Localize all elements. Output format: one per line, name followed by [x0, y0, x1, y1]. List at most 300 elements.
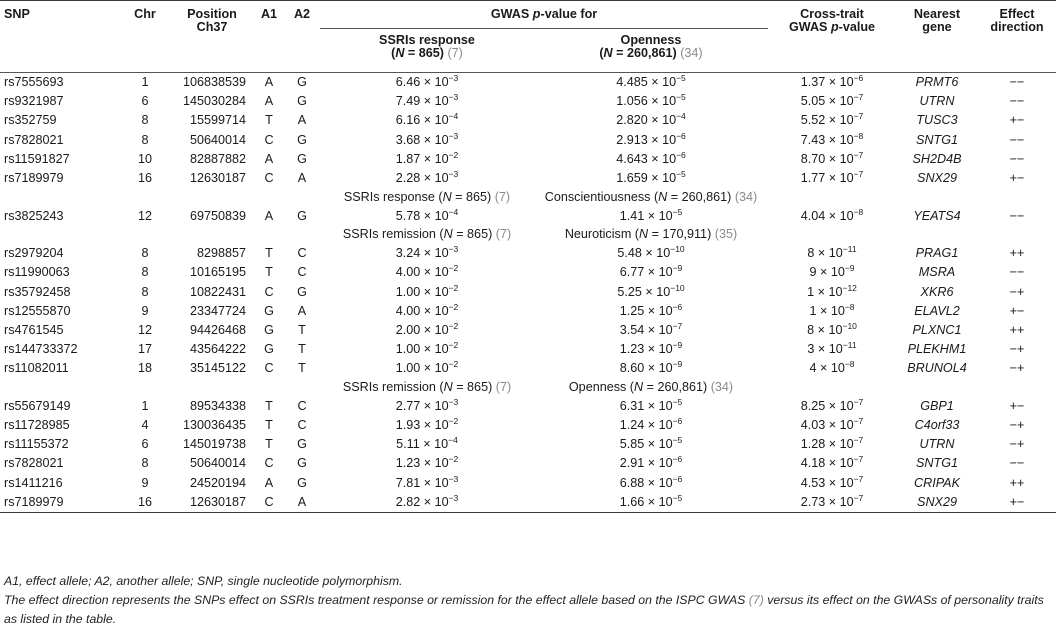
pvalue-exponent: −7 — [853, 454, 864, 465]
pvalue-exponent: −6 — [672, 473, 683, 484]
a2-cell: G — [297, 132, 307, 147]
times-ten: × 10 — [420, 475, 449, 490]
times-ten: × 10 — [644, 494, 673, 509]
pvalue-exponent: −3 — [448, 92, 459, 103]
pvalue-exponent: −7 — [853, 396, 864, 407]
pvalue-trait-cell — [534, 73, 768, 93]
group-right-var: N — [634, 380, 644, 395]
effect-direction-cell: +− — [1009, 494, 1025, 509]
a1-cell: C — [264, 171, 274, 186]
pvalue-cross-cell — [768, 321, 896, 340]
footnote-effect-direction — [4, 591, 1050, 629]
pvalue-exponent: −3 — [448, 169, 459, 180]
effect-direction-cell: −− — [1009, 208, 1025, 223]
pvalue-cross-cell — [768, 150, 896, 169]
times-ten: × 10 — [420, 303, 449, 318]
chr-cell: 6 — [141, 94, 149, 109]
effect-direction-cell: −− — [1009, 456, 1025, 471]
chr-cell: 8 — [141, 113, 149, 128]
position-cell: 12630187 — [189, 494, 246, 509]
gene-cell: ELAVL2 — [914, 303, 960, 318]
pvalue-mantissa: 3.68 — [395, 132, 421, 147]
position-cell: 89534338 — [189, 398, 246, 413]
header-ssri-response — [320, 29, 534, 73]
a2-cell: G — [297, 475, 307, 490]
group-right-cite[interactable]: (35) — [714, 227, 738, 242]
snp-cell: rs55679149 — [4, 398, 71, 413]
position-cell: 69750839 — [189, 208, 246, 223]
times-ten: × 10 — [816, 265, 845, 280]
effect-direction-cell: −− — [1009, 75, 1025, 90]
group-left-text: SSRIs remission ( — [342, 227, 444, 242]
table-row — [0, 263, 1056, 282]
effect-direction-cell: +− — [1009, 113, 1025, 128]
a1-cell: C — [264, 284, 274, 299]
group-left-cite[interactable]: (7) — [495, 227, 512, 242]
position-cell: 43564222 — [189, 342, 246, 357]
pvalue-exponent: −5 — [676, 169, 686, 180]
times-ten: × 10 — [419, 437, 449, 452]
times-ten: × 10 — [825, 398, 854, 413]
effect-direction-cell: −+ — [1009, 418, 1025, 433]
pvalue-exponent: −7 — [853, 92, 864, 103]
times-ten: × 10 — [647, 113, 677, 128]
chr-cell: 8 — [141, 456, 149, 471]
a2-cell: C — [297, 398, 307, 413]
effect-direction-cell: +− — [1009, 303, 1025, 318]
pvalue-mantissa: 1 — [807, 284, 815, 299]
chr-cell: 8 — [141, 284, 149, 299]
group-right-cite[interactable]: (34) — [734, 189, 758, 204]
table-row — [0, 169, 1056, 188]
pvalue-mantissa: 4.53 — [800, 475, 826, 490]
header-chr: Chr — [134, 7, 156, 21]
a1-cell: T — [265, 398, 273, 413]
pvalue-mantissa: 4.00 — [395, 265, 421, 280]
table-row — [0, 302, 1056, 321]
pvalue-trait-cell — [534, 302, 768, 321]
a1-cell: A — [264, 94, 274, 109]
gene-cell: SNX29 — [917, 494, 957, 509]
gene-cell: SNX29 — [917, 171, 957, 186]
group-left-cite[interactable]: (7) — [494, 189, 511, 204]
a2-cell: G — [297, 437, 307, 452]
snp-cell: rs11728985 — [4, 418, 70, 433]
gene-cell: SNTG1 — [916, 132, 958, 147]
pvalue-exponent: −3 — [448, 396, 459, 407]
pvalue-mantissa: 1.25 — [619, 303, 645, 318]
pvalue-cross-cell — [768, 302, 896, 321]
pvalue-mantissa: 1.66 — [619, 494, 645, 509]
effect-direction-cell: ++ — [1009, 475, 1025, 490]
times-ten: × 10 — [644, 418, 673, 433]
times-ten: × 10 — [644, 208, 673, 223]
group-header-row — [0, 188, 1056, 206]
position-cell: 35145122 — [189, 361, 246, 376]
chr-cell: 10 — [137, 151, 152, 166]
a2-cell: G — [297, 456, 307, 471]
table-row — [0, 73, 1056, 93]
pvalue-exponent: −3 — [448, 473, 459, 484]
pvalue-mantissa: 1.77 — [800, 171, 826, 186]
position-cell: 10822431 — [189, 284, 246, 299]
pvalue-mantissa: 5.52 — [800, 113, 826, 128]
pvalue-mantissa: 1.00 — [395, 361, 421, 376]
times-ten: × 10 — [825, 418, 854, 433]
header-cross-trait — [768, 1, 896, 72]
a1-cell: A — [264, 75, 274, 90]
pvalue-mantissa: 8.70 — [800, 151, 826, 166]
times-ten: × 10 — [420, 151, 449, 166]
snp-cell: rs9321987 — [4, 94, 64, 109]
gene-cell: XKR6 — [920, 284, 954, 299]
snp-cell: rs7555693 — [4, 75, 64, 90]
effect-direction-cell: −+ — [1009, 342, 1025, 357]
pvalue-exponent: −8 — [853, 206, 864, 217]
position-cell: 10165195 — [189, 265, 246, 280]
group-left-cite[interactable]: (7) — [495, 380, 512, 395]
header-cross-p: p — [830, 20, 839, 34]
snp-cell: rs7828021 — [4, 132, 64, 147]
group-right-text: Conscientiousness ( — [544, 189, 659, 204]
position-cell: 130036435 — [182, 418, 246, 433]
chr-cell: 6 — [141, 437, 149, 452]
pvalue-trait-cell — [534, 111, 768, 130]
pvalue-ssri-cell — [320, 150, 534, 169]
snp-cell: rs11591827 — [4, 151, 70, 166]
pvalue-trait-cell — [534, 92, 768, 111]
pvalue-mantissa: 4 — [809, 361, 817, 376]
a2-cell: T — [298, 342, 306, 357]
pvalue-exponent: −2 — [448, 454, 459, 465]
pvalue-ssri-cell — [320, 169, 534, 188]
pvalue-mantissa: 3.54 — [619, 322, 645, 337]
header-openness — [534, 29, 768, 73]
header-gwas-post: -value for — [540, 7, 598, 21]
pvalue-mantissa: 5.85 — [619, 437, 645, 452]
pvalue-mantissa: 3.24 — [395, 246, 421, 261]
pvalue-exponent: −4 — [448, 111, 459, 122]
group-right-var: N — [658, 189, 668, 204]
header-snp: SNP — [4, 7, 30, 21]
pvalue-trait-cell — [534, 321, 768, 340]
chr-cell: 12 — [137, 208, 152, 223]
header-nearest-gene — [896, 1, 978, 72]
pvalue-cross-cell — [768, 111, 896, 130]
header-cross-line2-pre: GWAS — [788, 20, 831, 34]
times-ten: × 10 — [647, 171, 677, 186]
pvalue-trait-cell — [534, 169, 768, 188]
a1-cell: G — [264, 322, 274, 337]
effect-direction-cell: −− — [1009, 94, 1025, 109]
pvalue-mantissa: 1.41 — [619, 208, 645, 223]
pvalue-ssri-cell — [320, 282, 534, 301]
pvalue-mantissa: 2.91 — [619, 456, 645, 471]
position-cell: 23347724 — [189, 303, 246, 318]
times-ten: × 10 — [420, 284, 449, 299]
snp-cell: rs7828021 — [4, 456, 64, 471]
table-row — [0, 416, 1056, 435]
times-ten: × 10 — [825, 94, 854, 109]
times-ten: × 10 — [420, 94, 449, 109]
pvalue-exponent: −4 — [448, 206, 459, 217]
header-gwas-pre: GWAS — [490, 7, 533, 21]
snp-cell: rs7189979 — [4, 494, 64, 509]
pvalue-mantissa: 2.82 — [395, 494, 421, 509]
a2-cell: T — [298, 322, 306, 337]
pvalue-exponent: −2 — [448, 282, 459, 293]
table-row — [0, 111, 1056, 130]
a2-cell: G — [297, 208, 307, 223]
times-ten: × 10 — [420, 113, 449, 128]
snp-cell: rs3825243 — [4, 208, 64, 223]
pvalue-exponent: −6 — [853, 73, 864, 84]
pvalue-trait-cell — [534, 131, 768, 150]
pvalue-exponent: −7 — [853, 492, 864, 503]
effect-direction-cell: ++ — [1009, 322, 1025, 337]
pvalue-trait-cell — [534, 454, 768, 473]
position-cell: 24520194 — [189, 475, 246, 490]
table-header — [0, 1, 1056, 73]
pvalue-mantissa: 6.16 — [395, 113, 421, 128]
pvalue-ssri-cell — [320, 321, 534, 340]
pvalue-mantissa: 4.485 — [616, 75, 648, 90]
group-right-val: = 260,861) — [643, 380, 708, 395]
effect-direction-cell: +− — [1009, 398, 1025, 413]
times-ten: × 10 — [644, 398, 673, 413]
table-row — [0, 131, 1056, 150]
a1-cell: A — [264, 151, 274, 166]
header-gwas-p: p — [532, 7, 541, 21]
pvalue-mantissa: 1.24 — [619, 418, 645, 433]
times-ten: × 10 — [644, 265, 673, 280]
gene-cell: GBP1 — [920, 398, 954, 413]
chr-cell: 8 — [141, 132, 149, 147]
a1-cell: T — [265, 246, 273, 261]
pvalue-mantissa: 8.25 — [800, 398, 826, 413]
pvalue-trait-cell — [534, 207, 768, 226]
footnote-2-cite[interactable]: (7) — [748, 593, 764, 607]
pvalue-exponent: −3 — [448, 130, 459, 141]
gene-cell: PLXNC1 — [912, 322, 962, 337]
pvalue-cross-cell — [768, 359, 896, 378]
effect-direction-cell: −+ — [1009, 437, 1025, 452]
footnote-abbreviations: A1, effect allele; A2, another allele; SNP, single nucleotide polymorphism. — [4, 574, 403, 588]
header-position — [170, 1, 254, 72]
group-header-row — [0, 226, 1056, 244]
pvalue-cross-cell — [768, 416, 896, 435]
pvalue-trait-cell — [534, 244, 768, 263]
a1-cell: C — [264, 132, 274, 147]
position-cell: 82887882 — [189, 151, 246, 166]
position-cell: 12630187 — [189, 171, 246, 186]
snp-cell: rs2979204 — [4, 246, 64, 261]
position-cell: 106838539 — [182, 75, 246, 90]
times-ten: × 10 — [814, 342, 843, 357]
group-right-text: Openness ( — [568, 380, 634, 395]
pvalue-ssri-cell — [320, 244, 534, 263]
pvalue-mantissa: 6.31 — [619, 398, 645, 413]
pvalue-ssri-cell — [320, 340, 534, 359]
pvalue-mantissa: 8.60 — [619, 361, 645, 376]
pvalue-exponent: −2 — [448, 340, 459, 351]
pvalue-ssri-cell — [320, 73, 534, 93]
pvalue-ssri-cell — [320, 435, 534, 454]
pvalue-mantissa: 4.04 — [800, 208, 826, 223]
pvalue-ssri-cell — [320, 493, 534, 513]
chr-cell: 8 — [141, 246, 149, 261]
pvalue-ssri-cell — [320, 263, 534, 282]
a2-cell: A — [297, 171, 307, 186]
pvalue-exponent: −2 — [448, 149, 459, 160]
pvalue-mantissa: 6.46 — [395, 75, 421, 90]
pvalue-mantissa: 1.00 — [395, 284, 421, 299]
pvalue-exponent: −2 — [448, 320, 459, 331]
snp-cell: rs11155372 — [4, 437, 69, 452]
times-ten: × 10 — [420, 265, 449, 280]
group-left-text: SSRIs remission ( — [342, 380, 444, 395]
pvalue-trait-cell — [534, 416, 768, 435]
effect-direction-cell: +− — [1009, 171, 1025, 186]
header-open-n-val: = 260,861) — [612, 46, 677, 60]
pvalue-mantissa: 1.28 — [800, 437, 826, 452]
pvalue-exponent: −9 — [672, 263, 683, 274]
pvalue-cross-cell — [768, 397, 896, 416]
pvalue-ssri-cell — [320, 359, 534, 378]
pvalue-exponent: −2 — [448, 263, 459, 274]
header-open-cite[interactable]: (34) — [680, 46, 703, 60]
pvalue-exponent: −5 — [672, 435, 683, 446]
pvalue-mantissa: 4.03 — [800, 418, 826, 433]
times-ten: × 10 — [644, 303, 673, 318]
pvalue-exponent: −5 — [676, 73, 686, 84]
pvalue-exponent: −6 — [672, 454, 683, 465]
header-a1: A1 — [260, 7, 278, 21]
pvalue-cross-cell — [768, 169, 896, 188]
times-ten: × 10 — [644, 342, 673, 357]
pvalue-trait-cell — [534, 435, 768, 454]
pvalue-exponent: −5 — [676, 92, 686, 103]
gene-cell: PRMT6 — [915, 75, 959, 90]
a1-cell: G — [264, 303, 274, 318]
gene-cell: UTRN — [919, 94, 955, 109]
pvalue-exponent: −7 — [853, 149, 864, 160]
pvalue-exponent: −5 — [672, 206, 683, 217]
effect-direction-cell: −+ — [1009, 361, 1025, 376]
position-cell: 50640014 — [189, 132, 246, 147]
group-left-var: N — [442, 189, 452, 204]
pvalue-exponent: −12 — [842, 282, 857, 293]
times-ten: × 10 — [644, 361, 673, 376]
pvalue-mantissa: 6.77 — [619, 265, 645, 280]
times-ten: × 10 — [825, 151, 854, 166]
pvalue-exponent: −7 — [853, 169, 864, 180]
effect-direction-cell: −+ — [1009, 284, 1025, 299]
pvalue-mantissa: 1.23 — [619, 342, 645, 357]
snp-cell: rs144733372 — [4, 342, 78, 357]
pvalue-exponent: −4 — [676, 111, 686, 122]
pvalue-exponent: −3 — [448, 244, 459, 255]
gene-cell: TUSC3 — [916, 113, 958, 128]
pvalue-exponent: −6 — [672, 416, 683, 427]
pvalue-exponent: −9 — [672, 340, 683, 351]
pvalue-mantissa: 2.77 — [395, 398, 421, 413]
pvalue-mantissa: 2.913 — [616, 132, 648, 147]
header-gene-line1: Nearest — [913, 7, 961, 21]
a2-cell: G — [297, 94, 307, 109]
pvalue-mantissa: 1.87 — [395, 151, 421, 166]
pvalue-exponent: −5 — [672, 492, 683, 503]
table-row — [0, 207, 1056, 226]
a2-cell: A — [297, 113, 307, 128]
pvalue-trait-cell — [534, 397, 768, 416]
chr-cell: 17 — [137, 342, 152, 357]
times-ten: × 10 — [825, 456, 854, 471]
pvalue-mantissa: 2.820 — [616, 113, 648, 128]
times-ten: × 10 — [814, 246, 843, 261]
gene-cell: CRIPAK — [914, 475, 960, 490]
pvalue-mantissa: 1 — [809, 303, 817, 318]
pvalue-cross-cell — [768, 207, 896, 226]
pvalue-cross-cell — [768, 73, 896, 93]
group-left-var: N — [443, 227, 453, 242]
times-ten: × 10 — [420, 418, 449, 433]
header-ssri-cite[interactable]: (7) — [447, 46, 463, 60]
pvalue-mantissa: 1.00 — [395, 342, 421, 357]
pvalue-exponent: −9 — [844, 263, 855, 274]
pvalue-exponent: −3 — [448, 73, 459, 84]
header-open-n-pre: ( — [599, 46, 604, 60]
table-row — [0, 474, 1056, 493]
pvalue-exponent: −5 — [672, 396, 683, 407]
snp-cell: rs352759 — [4, 113, 57, 128]
a1-cell: A — [264, 475, 274, 490]
pvalue-exponent: −7 — [853, 473, 864, 484]
snp-cell: rs35792458 — [4, 284, 71, 299]
pvalue-ssri-cell — [320, 397, 534, 416]
group-left-val: = 865) — [452, 380, 493, 395]
a2-cell: G — [297, 151, 307, 166]
chr-cell: 8 — [141, 265, 149, 280]
table-row — [0, 340, 1056, 359]
pvalue-mantissa: 8 — [807, 246, 815, 261]
pvalue-exponent: −7 — [853, 111, 864, 122]
times-ten: × 10 — [647, 94, 677, 109]
snp-cell: rs11082011 — [4, 361, 69, 376]
header-ssri-n-pre: ( — [391, 46, 396, 60]
pvalue-exponent: −11 — [842, 244, 857, 255]
pvalue-trait-cell — [534, 282, 768, 301]
group-right-cite[interactable]: (34) — [710, 380, 734, 395]
table-row — [0, 92, 1056, 111]
chr-cell: 18 — [137, 361, 152, 376]
pvalue-mantissa: 9 — [809, 265, 817, 280]
pvalue-trait-cell — [534, 150, 768, 169]
group-left-label — [320, 378, 534, 396]
pvalue-mantissa: 5.05 — [800, 94, 826, 109]
pvalue-exponent: −2 — [448, 301, 459, 312]
pvalue-ssri-cell — [320, 111, 534, 130]
a2-cell: G — [297, 284, 307, 299]
pvalue-ssri-cell — [320, 131, 534, 150]
pvalue-exponent: −6 — [676, 149, 686, 160]
chr-cell: 12 — [137, 322, 152, 337]
pvalue-ssri-cell — [320, 207, 534, 226]
header-cross-line2-post: -value — [838, 20, 876, 34]
pvalue-mantissa: 4.18 — [800, 456, 826, 471]
pvalue-mantissa: 7.81 — [395, 475, 421, 490]
table-row — [0, 435, 1056, 454]
